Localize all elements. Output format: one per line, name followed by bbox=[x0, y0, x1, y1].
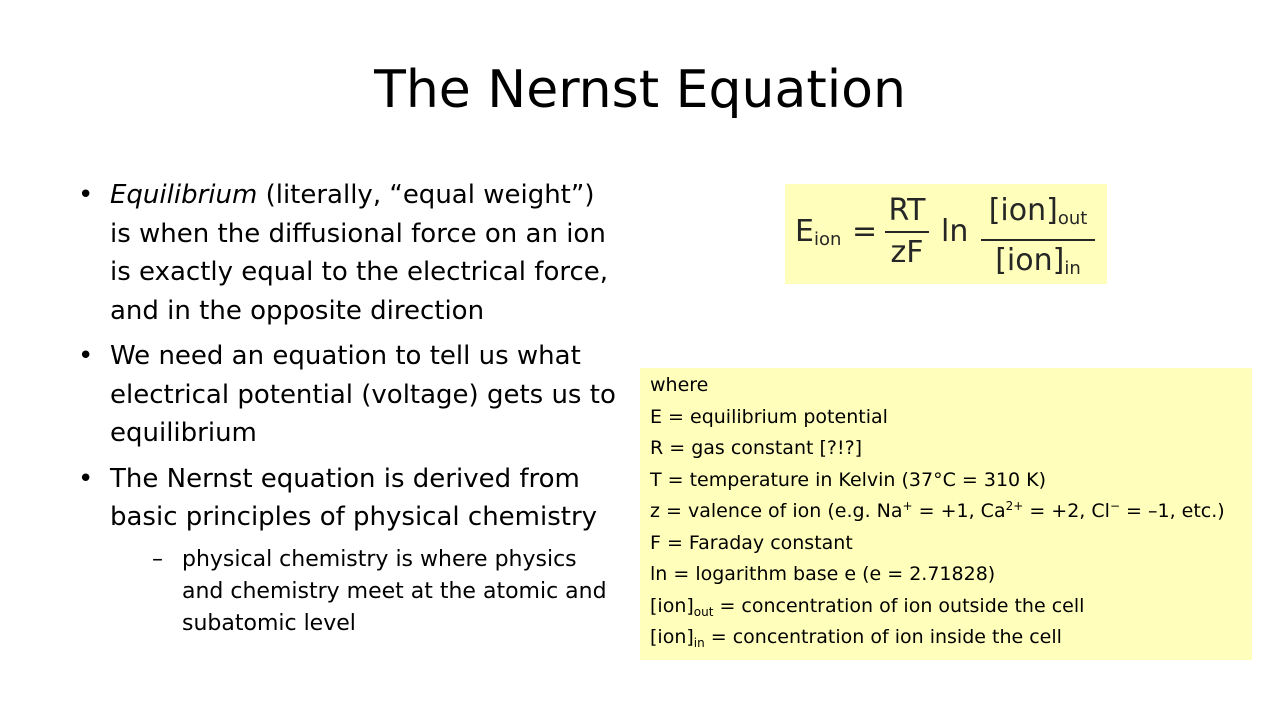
ca-charge: 2+ bbox=[1005, 499, 1024, 513]
def-t: T = temperature in Kelvin (37°C = 310 K) bbox=[650, 468, 1047, 491]
def-r: R = gas constant [?!?] bbox=[650, 437, 863, 459]
def-z-part: = +2, Cl bbox=[1023, 500, 1110, 522]
sub-bullet-marker: – bbox=[152, 546, 163, 572]
bullet-equilibrium bbox=[78, 176, 623, 330]
bullet-marker: • bbox=[78, 341, 94, 371]
rt-over-zf-fraction bbox=[885, 191, 929, 273]
definitions-box bbox=[640, 368, 1252, 660]
def-ln: ln = logarithm base e (e = 2.71828) bbox=[650, 563, 996, 585]
def-z-part: = –1, etc.) bbox=[1120, 500, 1225, 522]
bullet-list bbox=[78, 176, 623, 640]
bullet-derived bbox=[78, 460, 623, 537]
bullet-marker: • bbox=[78, 463, 94, 494]
ion-label: [ion] bbox=[650, 594, 694, 617]
def-z bbox=[650, 496, 1242, 528]
def-ion-in bbox=[650, 622, 1242, 654]
def-z-part: = +1, Ca bbox=[912, 500, 1006, 522]
sub-bullet-text: physical chemistry is where physics and chemistry meet at the atomic and subatomic level bbox=[182, 546, 607, 636]
bullet-equilibrium-text: (literally, “equal weight”) is when the diffusional force on an ion is exactly equal to the electrical force, and in the opposite direction bbox=[110, 180, 609, 326]
out-subscript: out bbox=[1057, 208, 1088, 229]
equation-lhs-subscript: ion bbox=[813, 229, 842, 250]
equilibrium-term: Equilibrium bbox=[110, 180, 258, 210]
ion-out-label: [ion] bbox=[988, 193, 1058, 228]
equation-lhs bbox=[795, 214, 841, 250]
sub-bullet-physical-chemistry bbox=[152, 544, 623, 640]
bullet-need-equation bbox=[78, 337, 623, 453]
def-ion-out bbox=[650, 591, 1242, 623]
fraction-numerator: RT bbox=[888, 193, 926, 228]
def-e: E = equilibrium potential bbox=[650, 405, 888, 428]
fraction-numerator bbox=[981, 191, 1095, 239]
concentration-ratio-fraction bbox=[981, 191, 1095, 289]
ion-label: [ion] bbox=[650, 626, 694, 648]
fraction-denominator: zF bbox=[885, 231, 929, 273]
def-where: where bbox=[650, 374, 709, 396]
def-z-part: z = valence of ion (e.g. Na bbox=[650, 500, 903, 522]
slide-title: The Nernst Equation bbox=[374, 60, 906, 120]
nernst-equation-box bbox=[785, 184, 1107, 284]
equals-sign: = bbox=[852, 214, 878, 249]
in-subscript: in bbox=[693, 636, 705, 650]
def-f: F = Faraday constant bbox=[650, 531, 853, 554]
bullet-marker: • bbox=[78, 180, 94, 210]
bullet-derived-text: The Nernst equation is derived from basic principles of physical chemistry bbox=[110, 463, 598, 532]
def-ion-out-text: = concentration of ion outside the cell bbox=[713, 594, 1085, 617]
natural-log: ln bbox=[941, 214, 969, 249]
na-charge: + bbox=[902, 499, 913, 513]
cl-charge: − bbox=[1109, 499, 1120, 513]
fraction-denominator bbox=[981, 239, 1095, 289]
in-subscript: in bbox=[1064, 258, 1081, 279]
out-subscript: out bbox=[693, 604, 714, 619]
equation-lhs-symbol: E bbox=[795, 214, 814, 249]
bullet-need-equation-text: We need an equation to tell us what electrical potential (voltage) gets us to equilibrium bbox=[110, 341, 616, 448]
def-ion-in-text: = concentration of ion inside the cell bbox=[704, 626, 1062, 648]
ion-in-label: [ion] bbox=[995, 243, 1065, 278]
